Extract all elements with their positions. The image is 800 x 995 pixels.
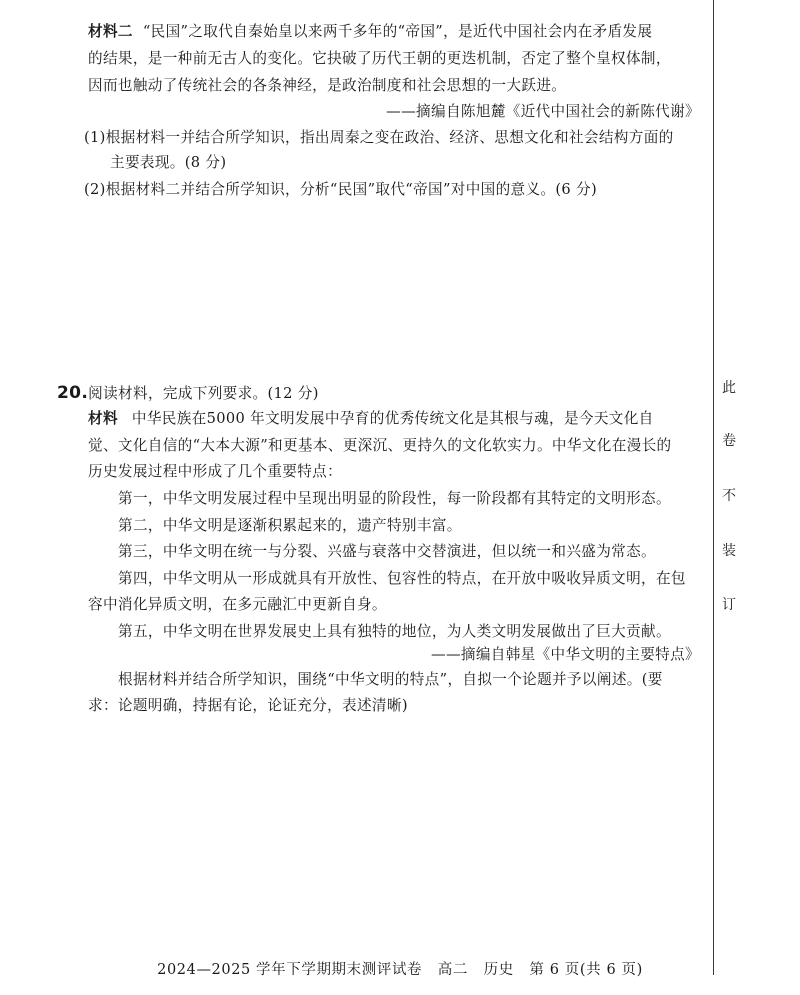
q19-sub1-line2: 主要表现。(8 分) — [110, 154, 227, 171]
q20-header — [57, 383, 319, 404]
q20-material-line2: 觉、文化自信的“大本大源”和更基本、更深沉、更持久的文化软实力。中华文化在漫长的 — [88, 437, 672, 454]
material2-source: ——摘编自陈旭麓《近代中国社会的新陈代谢》 — [386, 103, 700, 120]
q20-point4-line2: 容中消化异质文明，在多元融汇中更新自身。 — [88, 596, 387, 613]
q20-point3: 第三，中华文明在统一与分裂、兴盛与衰落中交替演进，但以统一和兴盛为常态。 — [118, 543, 656, 560]
margin-char-2: 卷 — [722, 433, 736, 449]
margin-char-5: 订 — [722, 597, 736, 613]
q20-task-line2: 求：论题明确，持据有论，论证充分，表述清晰) — [88, 697, 408, 714]
q19-sub1-line1: (1)根据材料一并结合所学知识，指出周秦之变在政治、经济、思想文化和社会结构方面的 — [84, 129, 674, 146]
margin-char-1: 此 — [722, 380, 736, 396]
page-footer: 2024—2025 学年下学期期末测评试卷 高二 历史 第 6 页(共 6 页) — [157, 962, 643, 978]
material2-line3: 因而也触动了传统社会的各条神经，是政治制度和社会思想的一大跃进。 — [88, 77, 567, 94]
question-number: 20. — [57, 383, 89, 403]
q20-instruction: 阅读材料，完成下列要求。(12 分) — [88, 385, 319, 402]
q20-point1: 第一，中华文明发展过程中呈现出明显的阶段性，每一阶段都有其特定的文明形态。 — [118, 490, 671, 507]
q20-material-text-line1: 中华民族在5000 年文明发展中孕育的优秀传统文化是其根与魂，是今天文化自 — [131, 410, 654, 427]
binding-margin-line — [713, 0, 714, 975]
q20-point2: 第二，中华文明是逐渐积累起来的，遗产特别丰富。 — [118, 517, 462, 534]
q20-point4-line1: 第四，中华文明从一形成就具有开放性、包容性的特点，在开放中吸收异质文明，在包 — [118, 570, 686, 587]
material2-text-line1: “民国”之取代自秦始皇以来两千多年的“帝国”，是近代中国社会内在矛盾发展 — [142, 23, 653, 40]
material2-label: 材料二 — [88, 23, 133, 40]
material2-line2: 的结果，是一种前无古人的变化。它抉破了历代王朝的更迭机制，否定了整个皇权体制， — [88, 50, 671, 67]
q20-point5: 第五，中华文明在世界发展史上具有独特的地位，为人类文明发展做出了巨大贡献。 — [118, 623, 671, 640]
material2-line1 — [88, 22, 652, 42]
q20-material-line3: 历史发展过程中形成了几个重要特点： — [88, 463, 343, 480]
q20-material-line1 — [88, 409, 654, 429]
margin-char-4: 装 — [722, 543, 736, 559]
margin-char-3: 不 — [722, 488, 736, 504]
q20-material-label: 材料 — [88, 410, 118, 427]
q19-sub2: (2)根据材料二并结合所学知识，分析“民国”取代“帝国”对中国的意义。(6 分) — [84, 181, 598, 198]
q20-source: ——摘编自韩星《中华文明的主要特点》 — [431, 646, 700, 663]
q20-task-line1: 根据材料并结合所学知识，围绕“中华文明的特点”，自拟一个论题并予以阐述。(要 — [118, 671, 663, 688]
